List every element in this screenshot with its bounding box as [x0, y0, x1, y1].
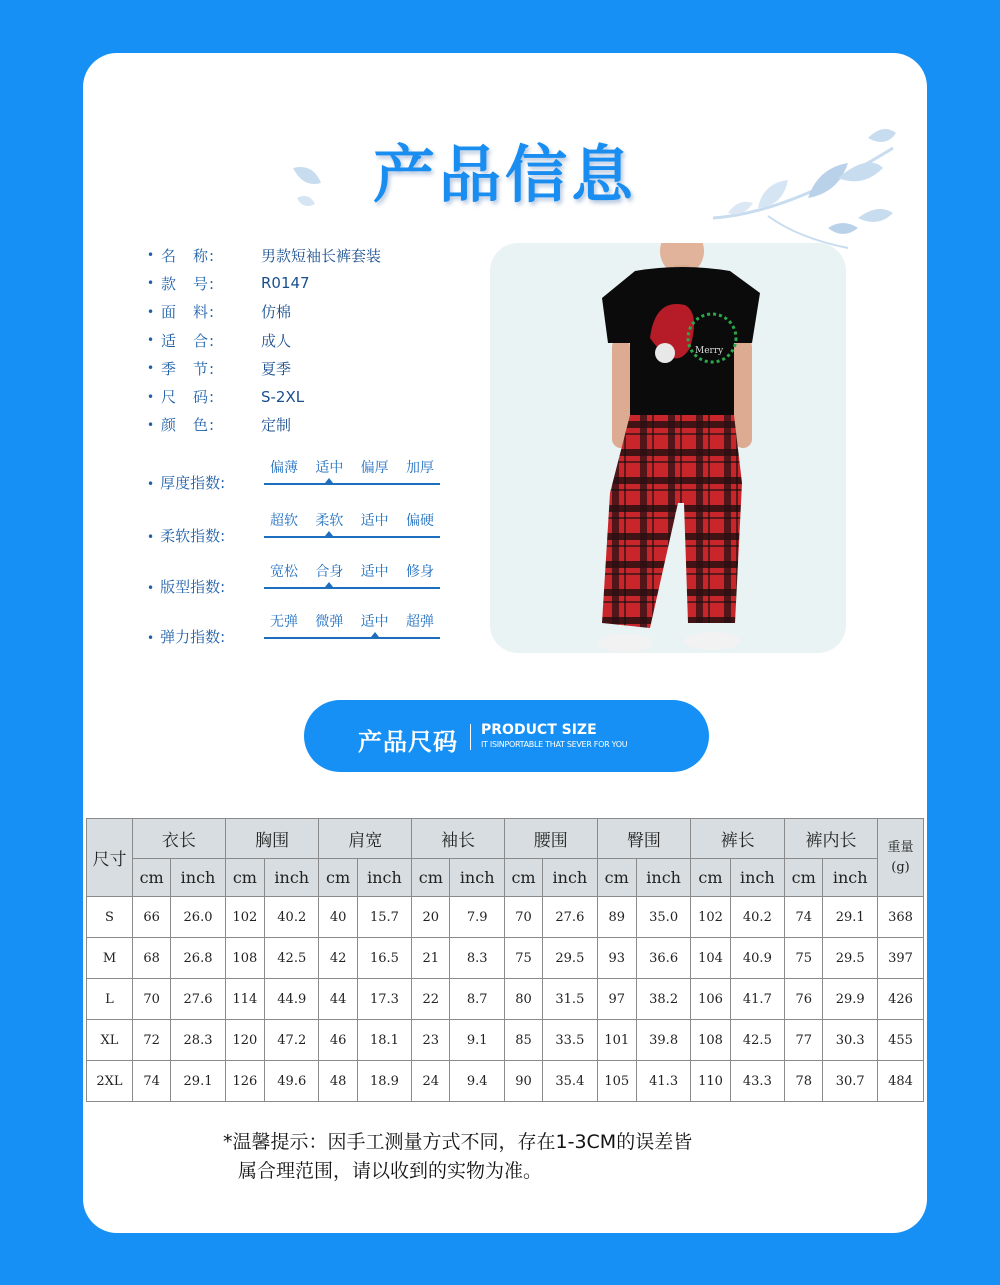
- index-option: 无弹: [270, 614, 298, 630]
- measure-cell: 41.3: [636, 1061, 690, 1102]
- measure-cell: 29.1: [171, 1061, 225, 1102]
- bullet-icon: •: [147, 389, 155, 404]
- measure-cell: 29.5: [543, 938, 597, 979]
- index-option: 柔软: [315, 513, 344, 529]
- unit-header: inch: [171, 859, 225, 897]
- index-option: 适中: [360, 513, 389, 529]
- measure-cell: 85: [504, 1020, 542, 1061]
- product-size-banner: [304, 700, 709, 772]
- measure-cell: 7.9: [450, 897, 504, 938]
- index-scale-line: [264, 637, 440, 639]
- measure-cell: 18.9: [357, 1061, 411, 1102]
- measure-cell: 70: [504, 897, 542, 938]
- index-option: 适中: [315, 460, 344, 476]
- bullet-icon: •: [147, 333, 155, 348]
- unit-header: inch: [543, 859, 597, 897]
- bullet-icon: •: [147, 276, 155, 291]
- table-row: [87, 1061, 924, 1102]
- measure-cell: 21: [412, 938, 450, 979]
- bullet-icon: •: [147, 477, 155, 491]
- measure-cell: 66: [133, 897, 171, 938]
- weight-header: 重量 (g): [878, 819, 924, 897]
- attr-row-suitable: [147, 326, 467, 354]
- group-header: 臀围: [597, 819, 691, 859]
- measure-cell: 40.2: [265, 897, 319, 938]
- unit-header: cm: [785, 859, 823, 897]
- table-row: [87, 1020, 924, 1061]
- measure-cell: 102: [691, 897, 730, 938]
- measure-cell: 108: [225, 938, 264, 979]
- index-option: 修身: [405, 564, 434, 580]
- measure-cell: 42: [319, 938, 357, 979]
- size-cell: S: [87, 897, 133, 938]
- measure-cell: 104: [691, 938, 730, 979]
- group-header: 腰围: [504, 819, 597, 859]
- note-line-2: 属合理范围，请以收到的实物为准。: [238, 1160, 543, 1182]
- measurement-note: [223, 1128, 823, 1186]
- attr-label: 面 料:: [161, 303, 216, 322]
- measure-cell: 38.2: [636, 979, 690, 1020]
- size-cell: M: [87, 938, 133, 979]
- measure-cell: 90: [504, 1061, 542, 1102]
- weight-cell: 426: [878, 979, 924, 1020]
- measure-cell: 75: [785, 938, 823, 979]
- table-row: [87, 979, 924, 1020]
- attr-row-style-no: [147, 269, 467, 297]
- measure-cell: 43.3: [730, 1061, 784, 1102]
- measure-cell: 72: [133, 1020, 171, 1061]
- unit-header: inch: [823, 859, 878, 897]
- measure-cell: 97: [597, 979, 636, 1020]
- attr-row-name: [147, 241, 467, 269]
- unit-header: cm: [133, 859, 171, 897]
- measure-cell: 40.2: [730, 897, 784, 938]
- weight-cell: 397: [878, 938, 924, 979]
- measure-cell: 49.6: [265, 1061, 319, 1102]
- bullet-icon: •: [147, 248, 155, 263]
- index-marker-icon: [371, 632, 379, 637]
- measure-cell: 16.5: [357, 938, 411, 979]
- index-label: 版型指数:: [160, 578, 226, 596]
- svg-text:Merry: Merry: [695, 346, 724, 356]
- measure-cell: 29.5: [823, 938, 878, 979]
- attr-label: 尺 码:: [161, 388, 216, 407]
- measure-cell: 35.0: [636, 897, 690, 938]
- measure-cell: 76: [785, 979, 823, 1020]
- unit-header: inch: [265, 859, 319, 897]
- note-line-1: *温馨提示：因手工测量方式不同，存在1-3CM的误差皆: [223, 1131, 693, 1153]
- attr-label: 适 合:: [161, 331, 216, 350]
- index-option: 适中: [360, 614, 389, 630]
- measure-cell: 22: [412, 979, 450, 1020]
- measure-cell: 18.1: [357, 1020, 411, 1061]
- group-header: 衣长: [133, 819, 226, 859]
- attr-value: S-2XL: [261, 387, 305, 406]
- measure-cell: 26.0: [171, 897, 225, 938]
- measure-cell: 42.5: [265, 938, 319, 979]
- table-row: [87, 897, 924, 938]
- attr-label: 名 称:: [161, 246, 216, 265]
- measure-cell: 41.7: [730, 979, 784, 1020]
- product-info-card: [83, 53, 927, 1233]
- index-label: 柔软指数:: [160, 527, 226, 545]
- index-scale-line: [264, 536, 440, 538]
- measure-cell: 106: [691, 979, 730, 1020]
- index-option: 微弹: [315, 614, 344, 630]
- index-scale-line: [264, 587, 440, 589]
- index-option: 合身: [315, 564, 344, 580]
- unit-header: cm: [504, 859, 542, 897]
- attr-row-fabric: [147, 298, 467, 326]
- group-header: 裤内长: [785, 819, 878, 859]
- measure-cell: 48: [319, 1061, 357, 1102]
- size-banner-subtitle: PRODUCT SIZE: [481, 722, 597, 738]
- bullet-icon: •: [147, 417, 155, 432]
- measure-cell: 27.6: [543, 897, 597, 938]
- index-option: 偏薄: [270, 460, 298, 476]
- unit-header: inch: [636, 859, 690, 897]
- group-header: 裤长: [691, 819, 785, 859]
- unit-header: cm: [225, 859, 264, 897]
- attr-value: 仿棉: [261, 303, 292, 322]
- measure-cell: 44: [319, 979, 357, 1020]
- measure-cell: 24: [412, 1061, 450, 1102]
- measure-cell: 26.8: [171, 938, 225, 979]
- measure-cell: 108: [691, 1020, 730, 1061]
- unit-header: inch: [357, 859, 411, 897]
- measure-cell: 101: [597, 1020, 636, 1061]
- index-thickness: [147, 457, 477, 497]
- size-cell: XL: [87, 1020, 133, 1061]
- measure-cell: 8.3: [450, 938, 504, 979]
- measure-cell: 23: [412, 1020, 450, 1061]
- index-elasticity: [147, 611, 477, 651]
- index-marker-icon: [325, 478, 333, 483]
- measure-cell: 31.5: [543, 979, 597, 1020]
- measure-cell: 126: [225, 1061, 264, 1102]
- measure-cell: 9.1: [450, 1020, 504, 1061]
- unit-header: inch: [730, 859, 784, 897]
- measure-cell: 40: [319, 897, 357, 938]
- unit-header: cm: [319, 859, 357, 897]
- index-option: 偏厚: [360, 460, 389, 476]
- measure-cell: 47.2: [265, 1020, 319, 1061]
- unit-header: cm: [691, 859, 730, 897]
- measure-cell: 33.5: [543, 1020, 597, 1061]
- index-marker-icon: [325, 582, 333, 587]
- measure-cell: 8.7: [450, 979, 504, 1020]
- size-header: 尺寸: [87, 819, 133, 897]
- measure-cell: 74: [785, 897, 823, 938]
- index-option: 适中: [360, 564, 389, 580]
- measure-cell: 93: [597, 938, 636, 979]
- measure-cell: 30.7: [823, 1061, 878, 1102]
- measure-cell: 75: [504, 938, 542, 979]
- measure-cell: 39.8: [636, 1020, 690, 1061]
- measure-cell: 105: [597, 1061, 636, 1102]
- group-header: 肩宽: [319, 819, 412, 859]
- index-marker-icon: [325, 531, 333, 536]
- size-cell: L: [87, 979, 133, 1020]
- index-option: 宽松: [270, 564, 298, 580]
- attr-label: 颜 色:: [161, 416, 216, 435]
- bullet-icon: •: [147, 631, 155, 645]
- measure-cell: 114: [225, 979, 264, 1020]
- table-row: [87, 938, 924, 979]
- unit-header: inch: [450, 859, 504, 897]
- product-photo: [490, 243, 846, 653]
- measure-cell: 30.3: [823, 1020, 878, 1061]
- measure-cell: 78: [785, 1061, 823, 1102]
- measure-cell: 42.5: [730, 1020, 784, 1061]
- attr-row-season: [147, 354, 467, 382]
- unit-header: cm: [412, 859, 450, 897]
- measure-cell: 120: [225, 1020, 264, 1061]
- attr-value: 夏季: [261, 359, 292, 378]
- index-option: 超弹: [405, 614, 434, 630]
- measure-cell: 74: [133, 1061, 171, 1102]
- measure-cell: 27.6: [171, 979, 225, 1020]
- measure-cell: 77: [785, 1020, 823, 1061]
- attr-row-size: [147, 382, 467, 410]
- measure-cell: 80: [504, 979, 542, 1020]
- size-banner-tagline: IT ISINPORTABLE THAT SEVER FOR YOU: [481, 740, 628, 749]
- measure-cell: 29.9: [823, 979, 878, 1020]
- size-cell: 2XL: [87, 1061, 133, 1102]
- index-softness: [147, 510, 477, 550]
- measure-cell: 9.4: [450, 1061, 504, 1102]
- attr-value: 男款短袖长裤套装: [261, 246, 382, 265]
- measure-cell: 35.4: [543, 1061, 597, 1102]
- size-banner-title: 产品尺码: [358, 728, 458, 756]
- size-table: [86, 818, 924, 1102]
- weight-cell: 484: [878, 1061, 924, 1102]
- weight-cell: 368: [878, 897, 924, 938]
- attr-row-color: [147, 411, 467, 439]
- page-title: 产品信息: [372, 138, 637, 211]
- index-label: 弹力指数:: [160, 628, 226, 646]
- measure-cell: 20: [412, 897, 450, 938]
- bullet-icon: •: [147, 581, 155, 595]
- attr-label: 季 节:: [161, 359, 216, 378]
- model-tshirt-pants-illustration: [490, 243, 846, 653]
- bullet-icon: •: [147, 361, 155, 376]
- attr-value: R0147: [261, 274, 310, 293]
- measure-cell: 68: [133, 938, 171, 979]
- measure-cell: 15.7: [357, 897, 411, 938]
- size-banner-divider: [470, 724, 471, 750]
- measure-cell: 102: [225, 897, 264, 938]
- measure-cell: 70: [133, 979, 171, 1020]
- index-option: 超软: [270, 513, 298, 529]
- attr-label: 款 号:: [161, 274, 216, 293]
- index-label: 厚度指数:: [160, 474, 226, 492]
- attr-value: 定制: [261, 416, 292, 435]
- weight-cell: 455: [878, 1020, 924, 1061]
- bullet-icon: •: [147, 304, 155, 319]
- measure-cell: 44.9: [265, 979, 319, 1020]
- measure-cell: 40.9: [730, 938, 784, 979]
- measure-cell: 29.1: [823, 897, 878, 938]
- unit-header: cm: [597, 859, 636, 897]
- index-fit: [147, 561, 477, 601]
- measure-cell: 36.6: [636, 938, 690, 979]
- measure-cell: 110: [691, 1061, 730, 1102]
- measure-cell: 89: [597, 897, 636, 938]
- measure-cell: 28.3: [171, 1020, 225, 1061]
- measure-cell: 17.3: [357, 979, 411, 1020]
- index-option: 加厚: [405, 460, 434, 476]
- index-option: 偏硬: [405, 513, 434, 529]
- group-header: 袖长: [412, 819, 505, 859]
- attr-value: 成人: [261, 331, 292, 350]
- measure-cell: 46: [319, 1020, 357, 1061]
- index-scale-line: [264, 483, 440, 485]
- group-header: 胸围: [225, 819, 319, 859]
- bullet-icon: •: [147, 530, 155, 544]
- product-attributes: [147, 241, 467, 439]
